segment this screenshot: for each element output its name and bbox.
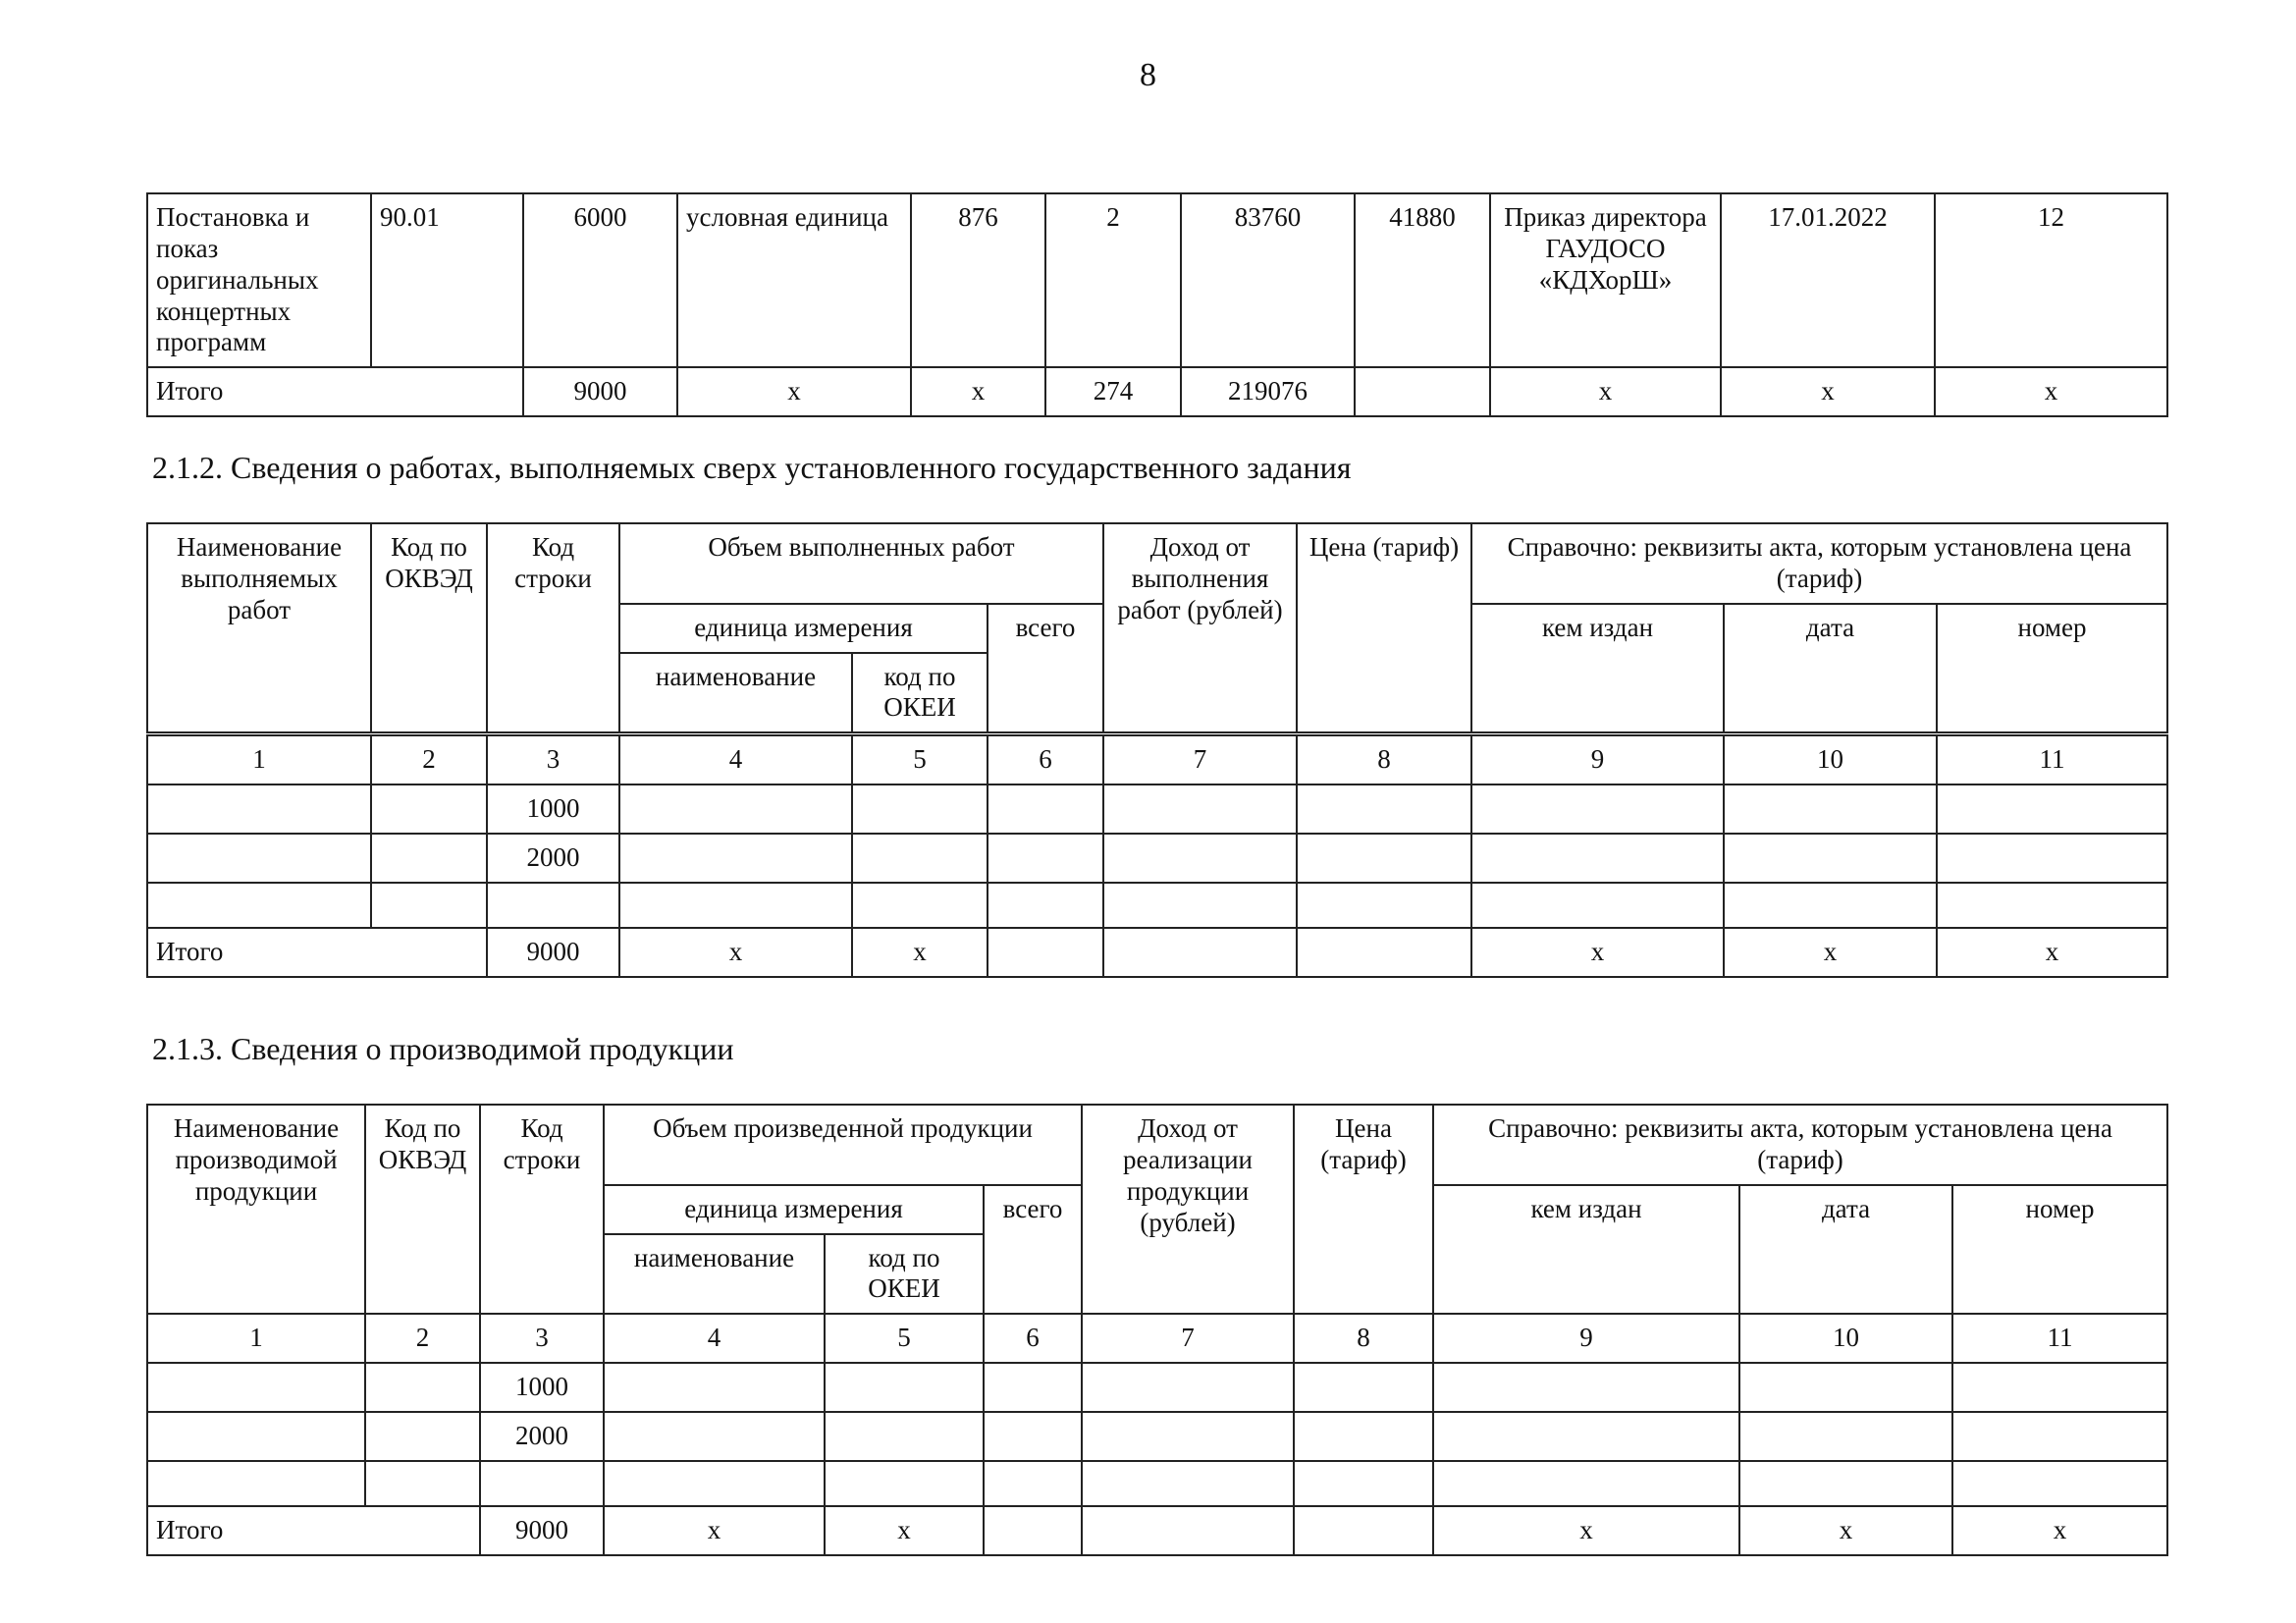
table-row <box>147 1363 2167 1412</box>
cell-number: х <box>1935 367 2167 416</box>
cell-okei: х <box>852 928 988 977</box>
cell-date: х <box>1721 367 1935 416</box>
section-heading-products: 2.1.3. Сведения о производимой продукции <box>152 1031 734 1066</box>
col-number: 2 <box>365 1314 480 1363</box>
col-number: 4 <box>619 734 852 784</box>
cell-unit-name: х <box>619 928 852 977</box>
cell-itogo-label: Итого <box>147 1506 480 1555</box>
header-price: Цена (тариф) <box>1297 523 1471 734</box>
cell-price <box>1355 367 1490 416</box>
cell-date: х <box>1724 928 1937 977</box>
cell-income: 219076 <box>1181 367 1355 416</box>
table-works <box>146 522 2168 978</box>
header-date: дата <box>1724 604 1937 734</box>
header-income: Доход от выполнения работ (рублей) <box>1103 523 1297 734</box>
col-number: 11 <box>1952 1314 2167 1363</box>
col-number: 10 <box>1724 734 1937 784</box>
cell-unit-name: условная единица <box>677 193 911 367</box>
cell-okved: 90.01 <box>371 193 523 367</box>
col-number: 6 <box>988 734 1103 784</box>
cell-okei: х <box>825 1506 984 1555</box>
col-number: 8 <box>1297 734 1471 784</box>
header-number: номер <box>1952 1185 2167 1315</box>
cell-number: х <box>1952 1506 2167 1555</box>
col-number: 3 <box>487 734 619 784</box>
header-ref: Справочно: реквизиты акта, которым установлена цена (тариф) <box>1433 1105 2167 1185</box>
header-total: всего <box>988 604 1103 734</box>
col-number: 4 <box>604 1314 825 1363</box>
cell-issuer: х <box>1471 928 1724 977</box>
table-row-col-numbers <box>147 734 2167 784</box>
cell-code: 2000 <box>487 834 619 883</box>
header-okei: код по ОКЕИ <box>825 1234 984 1315</box>
page-number: 8 <box>1140 57 1156 93</box>
cell-total: 2 <box>1045 193 1181 367</box>
cell-code: 9000 <box>480 1506 604 1555</box>
table-row <box>147 883 2167 928</box>
header-total: всего <box>984 1185 1082 1315</box>
table-services-continued <box>146 192 2168 417</box>
table-row <box>147 834 2167 883</box>
col-number: 10 <box>1739 1314 1952 1363</box>
cell-number: 12 <box>1935 193 2167 367</box>
cell-income: 83760 <box>1181 193 1355 367</box>
header-price: Цена (тариф) <box>1294 1105 1433 1314</box>
header-code: Код строки <box>480 1105 604 1314</box>
cell-issuer: Приказ директора ГАУДОСО «КДХорШ» <box>1490 193 1721 367</box>
col-number: 7 <box>1103 734 1297 784</box>
col-number: 7 <box>1082 1314 1294 1363</box>
col-number: 9 <box>1433 1314 1739 1363</box>
header-date: дата <box>1739 1185 1952 1315</box>
header-income: Доход от реализации продукции (рублей) <box>1082 1105 1294 1314</box>
table-row-itogo <box>147 1506 2167 1555</box>
header-okved: Код по ОКВЭД <box>371 523 487 734</box>
cell-total: 274 <box>1045 367 1181 416</box>
section-heading-works: 2.1.2. Сведения о работах, выполняемых сверх установленного государственного задания <box>152 450 1352 485</box>
header-name: Наименование производимой продукции <box>147 1105 365 1314</box>
cell-code: 6000 <box>523 193 677 367</box>
cell-code: 1000 <box>487 784 619 834</box>
cell-okei: 876 <box>911 193 1045 367</box>
cell-code: 9000 <box>523 367 677 416</box>
table-row-col-numbers <box>147 1314 2167 1363</box>
table-row <box>147 1461 2167 1506</box>
col-number: 2 <box>371 734 487 784</box>
header-code: Код строки <box>487 523 619 734</box>
col-number: 6 <box>984 1314 1082 1363</box>
table-row <box>147 193 2167 367</box>
cell-name: Постановка и показ оригинальных концертных программ <box>147 193 371 367</box>
header-issuer: кем издан <box>1433 1185 1739 1315</box>
cell-issuer: х <box>1490 367 1721 416</box>
cell-itogo-label: Итого <box>147 367 523 416</box>
table-row <box>147 1412 2167 1461</box>
cell-code: 9000 <box>487 928 619 977</box>
cell-date: 17.01.2022 <box>1721 193 1935 367</box>
cell-code <box>480 1461 604 1506</box>
header-okei: код по ОКЕИ <box>852 653 988 734</box>
header-unit-name: наименование <box>604 1234 825 1315</box>
header-issuer: кем издан <box>1471 604 1724 734</box>
col-number: 8 <box>1294 1314 1433 1363</box>
header-name: Наименование выполняемых работ <box>147 523 371 734</box>
cell-price: 41880 <box>1355 193 1490 367</box>
col-number: 5 <box>825 1314 984 1363</box>
cell-date: х <box>1739 1506 1952 1555</box>
header-unit: единица измерения <box>604 1185 984 1234</box>
header-ref: Справочно: реквизиты акта, которым установлена цена (тариф) <box>1471 523 2167 604</box>
table-row-itogo <box>147 928 2167 977</box>
cell-number: х <box>1937 928 2167 977</box>
header-unit: единица измерения <box>619 604 988 653</box>
cell-code: 2000 <box>480 1412 604 1461</box>
table-products <box>146 1104 2168 1556</box>
header-volume: Объем выполненных работ <box>619 523 1103 604</box>
table-row-itogo <box>147 367 2167 416</box>
header-number: номер <box>1937 604 2167 734</box>
cell-okei: х <box>911 367 1045 416</box>
cell-issuer: х <box>1433 1506 1739 1555</box>
cell-code <box>487 883 619 928</box>
cell-unit-name: х <box>677 367 911 416</box>
col-number: 3 <box>480 1314 604 1363</box>
header-okved: Код по ОКВЭД <box>365 1105 480 1314</box>
col-number: 1 <box>147 734 371 784</box>
cell-code: 1000 <box>480 1363 604 1412</box>
cell-unit-name: х <box>604 1506 825 1555</box>
col-number: 5 <box>852 734 988 784</box>
col-number: 1 <box>147 1314 365 1363</box>
table-row <box>147 784 2167 834</box>
col-number: 11 <box>1937 734 2167 784</box>
cell-itogo-label: Итого <box>147 928 487 977</box>
header-unit-name: наименование <box>619 653 852 734</box>
col-number: 9 <box>1471 734 1724 784</box>
header-volume: Объем произведенной продукции <box>604 1105 1082 1185</box>
